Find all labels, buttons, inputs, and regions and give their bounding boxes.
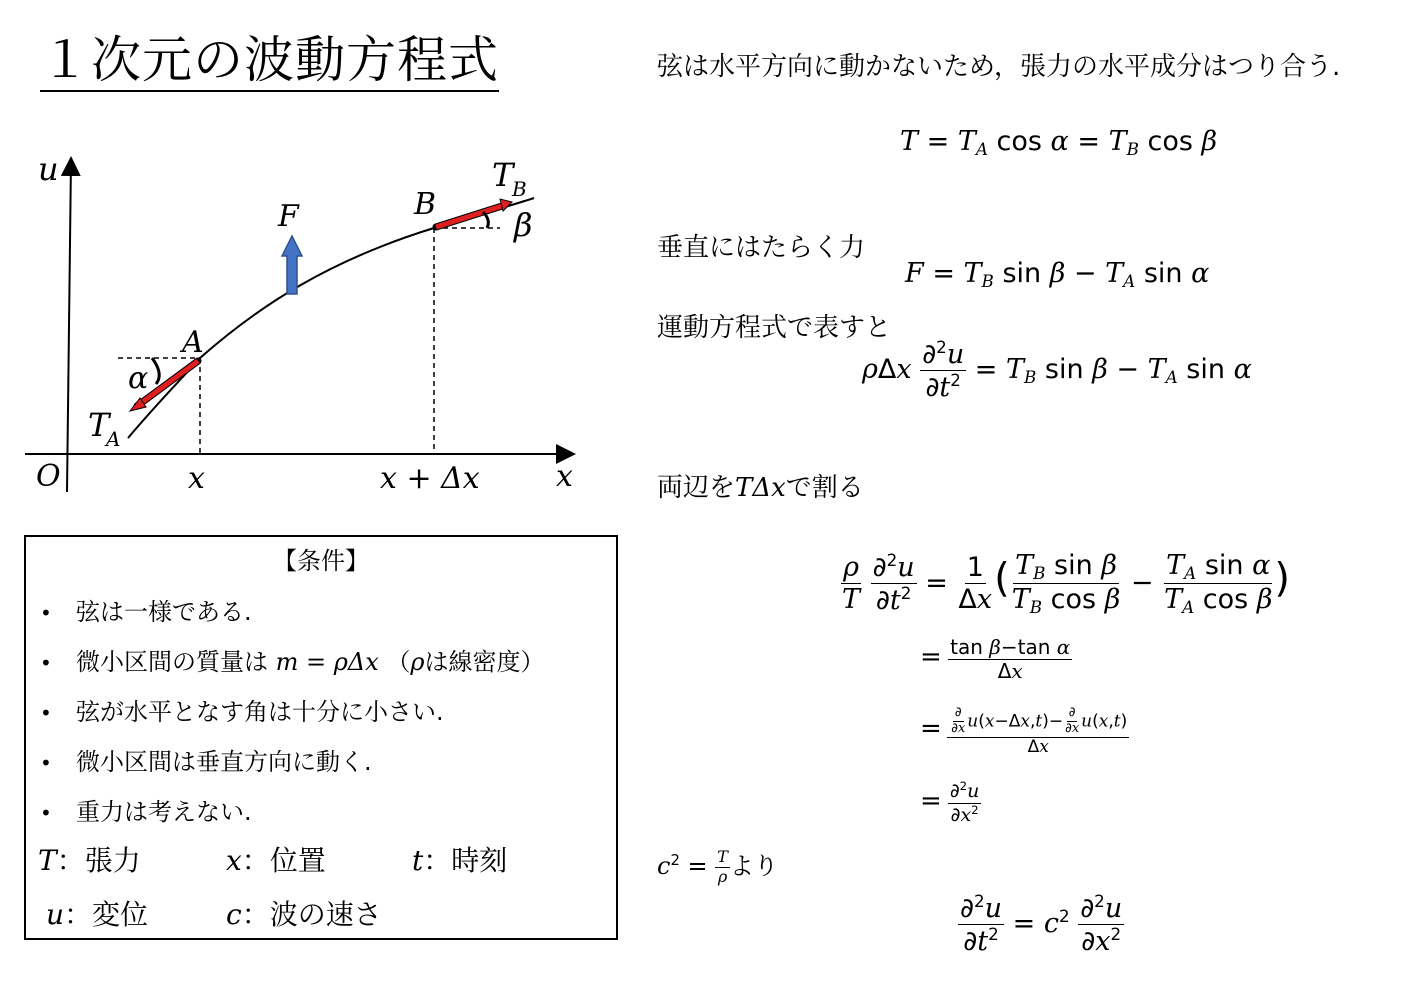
bullet: • bbox=[40, 801, 52, 825]
condition-text: 弦が水平となす角は十分に小さい. bbox=[76, 698, 444, 726]
symbol-tension: T：張力 bbox=[38, 844, 141, 877]
u-axis bbox=[67, 160, 71, 492]
page-title: １次元の波動方程式 bbox=[40, 30, 499, 92]
equation-of-motion: ρΔx $\frac{\partial^2u}{\partial t^2}$ = $T_B$ $\sin \beta - T_A$ sin α bbox=[862, 337, 1252, 404]
label-angle-beta: β bbox=[514, 206, 533, 244]
symbol-displacement: u：変位 bbox=[46, 898, 149, 931]
tension-b-arrow bbox=[436, 199, 512, 227]
mass-formula: m = ρΔx bbox=[275, 648, 379, 676]
equation-horizontal-balance: $T = T_A$ $\cos \alpha = T_B$ cos β bbox=[900, 126, 1218, 160]
symbol-position: x：位置 bbox=[226, 844, 326, 877]
text-divide: 両辺をTΔxで割る bbox=[657, 473, 864, 503]
angle-beta-arc bbox=[483, 212, 488, 228]
condition-text: 微小区間は垂直方向に動く. bbox=[76, 748, 372, 776]
symbol-wave-speed: c：波の速さ bbox=[226, 898, 382, 931]
label-tension-b-sub: B bbox=[512, 177, 527, 201]
wave-speed-relation: $c^2$ = $\frac{T}{\rho}$ より bbox=[657, 847, 778, 886]
label-point-b: B bbox=[414, 187, 437, 222]
label-angle-alpha: α bbox=[128, 361, 149, 396]
label-force: F bbox=[278, 199, 299, 234]
text-equation-of-motion: 運動方程式で表すと bbox=[657, 313, 892, 343]
label-tension-a-sub: A bbox=[106, 427, 121, 451]
label-x-axis: x bbox=[556, 459, 573, 494]
angle-alpha-arc bbox=[152, 358, 159, 384]
bullet: • bbox=[40, 751, 52, 775]
equation-derivation-3: = $\frac{\partial}{\partial x}$ u(x−Δx,t)− $\frac{\partial}{\partial x}$ u(x,t) Δx bbox=[920, 705, 1128, 757]
mass-note-rest: は線密度） bbox=[424, 648, 545, 676]
condition-item bbox=[40, 792, 252, 827]
conditions-title: 【条件】 bbox=[273, 547, 369, 575]
wave-equation: $\frac{\partial^2u}{\partial t^2}$ = $c^2$ $\frac{\partial^2u}{\partial x^2}$ bbox=[960, 891, 1123, 958]
symbol-time: t：時刻 bbox=[412, 844, 508, 877]
string-diagram bbox=[0, 140, 620, 510]
text-horizontal-balance: 弦は水平方向に動かないため，張力の水平成分はつり合う. bbox=[657, 52, 1341, 82]
equation-derivation-1: $\frac{\rho}{T}$ $\frac{\partial^2u}{\partial t^2}$ = $\frac{1}{\Delta x}$ ( $\frac{T_B \sin \beta}{T_B \cos \beta}$ − $\frac{T_A \sin \alpha}{T_A \cos \beta}$ ) bbox=[842, 550, 1291, 618]
conditions-box bbox=[24, 535, 618, 940]
label-tick-x-dx: x + Δx bbox=[380, 461, 480, 496]
string-curve bbox=[128, 198, 534, 438]
condition-text: 微小区間の質量は bbox=[76, 648, 268, 676]
condition-item bbox=[40, 642, 545, 677]
equation-derivation-2: = $\frac{\text{tan β−tan α}}{\Delta x}$ bbox=[920, 635, 1071, 683]
label-tick-x: x bbox=[188, 461, 205, 496]
condition-item bbox=[40, 592, 252, 627]
equation-derivation-4: = $\frac{\partial^2u}{\partial x^2}$ bbox=[920, 779, 980, 826]
label-tension-b: T bbox=[492, 156, 514, 194]
mass-note-open: （ bbox=[386, 648, 411, 676]
condition-item bbox=[40, 692, 444, 727]
condition-text: 重力は考えない. bbox=[76, 798, 252, 826]
condition-item bbox=[40, 742, 372, 777]
bullet: • bbox=[40, 651, 52, 675]
label-u-axis: u bbox=[38, 150, 59, 188]
text-vertical-force: 垂直にはたらく力 bbox=[657, 233, 866, 263]
label-tension-a: T bbox=[88, 406, 110, 444]
mass-note-rho: ρ bbox=[410, 648, 425, 676]
label-point-a: A bbox=[182, 325, 204, 360]
bullet: • bbox=[40, 601, 52, 625]
condition-text: 弦は一様である. bbox=[76, 598, 252, 626]
label-origin: O bbox=[36, 459, 61, 494]
equation-vertical-force: $F = T_B$ $\sin \beta - T_A$ sin α bbox=[905, 258, 1210, 292]
bullet: • bbox=[40, 701, 52, 725]
